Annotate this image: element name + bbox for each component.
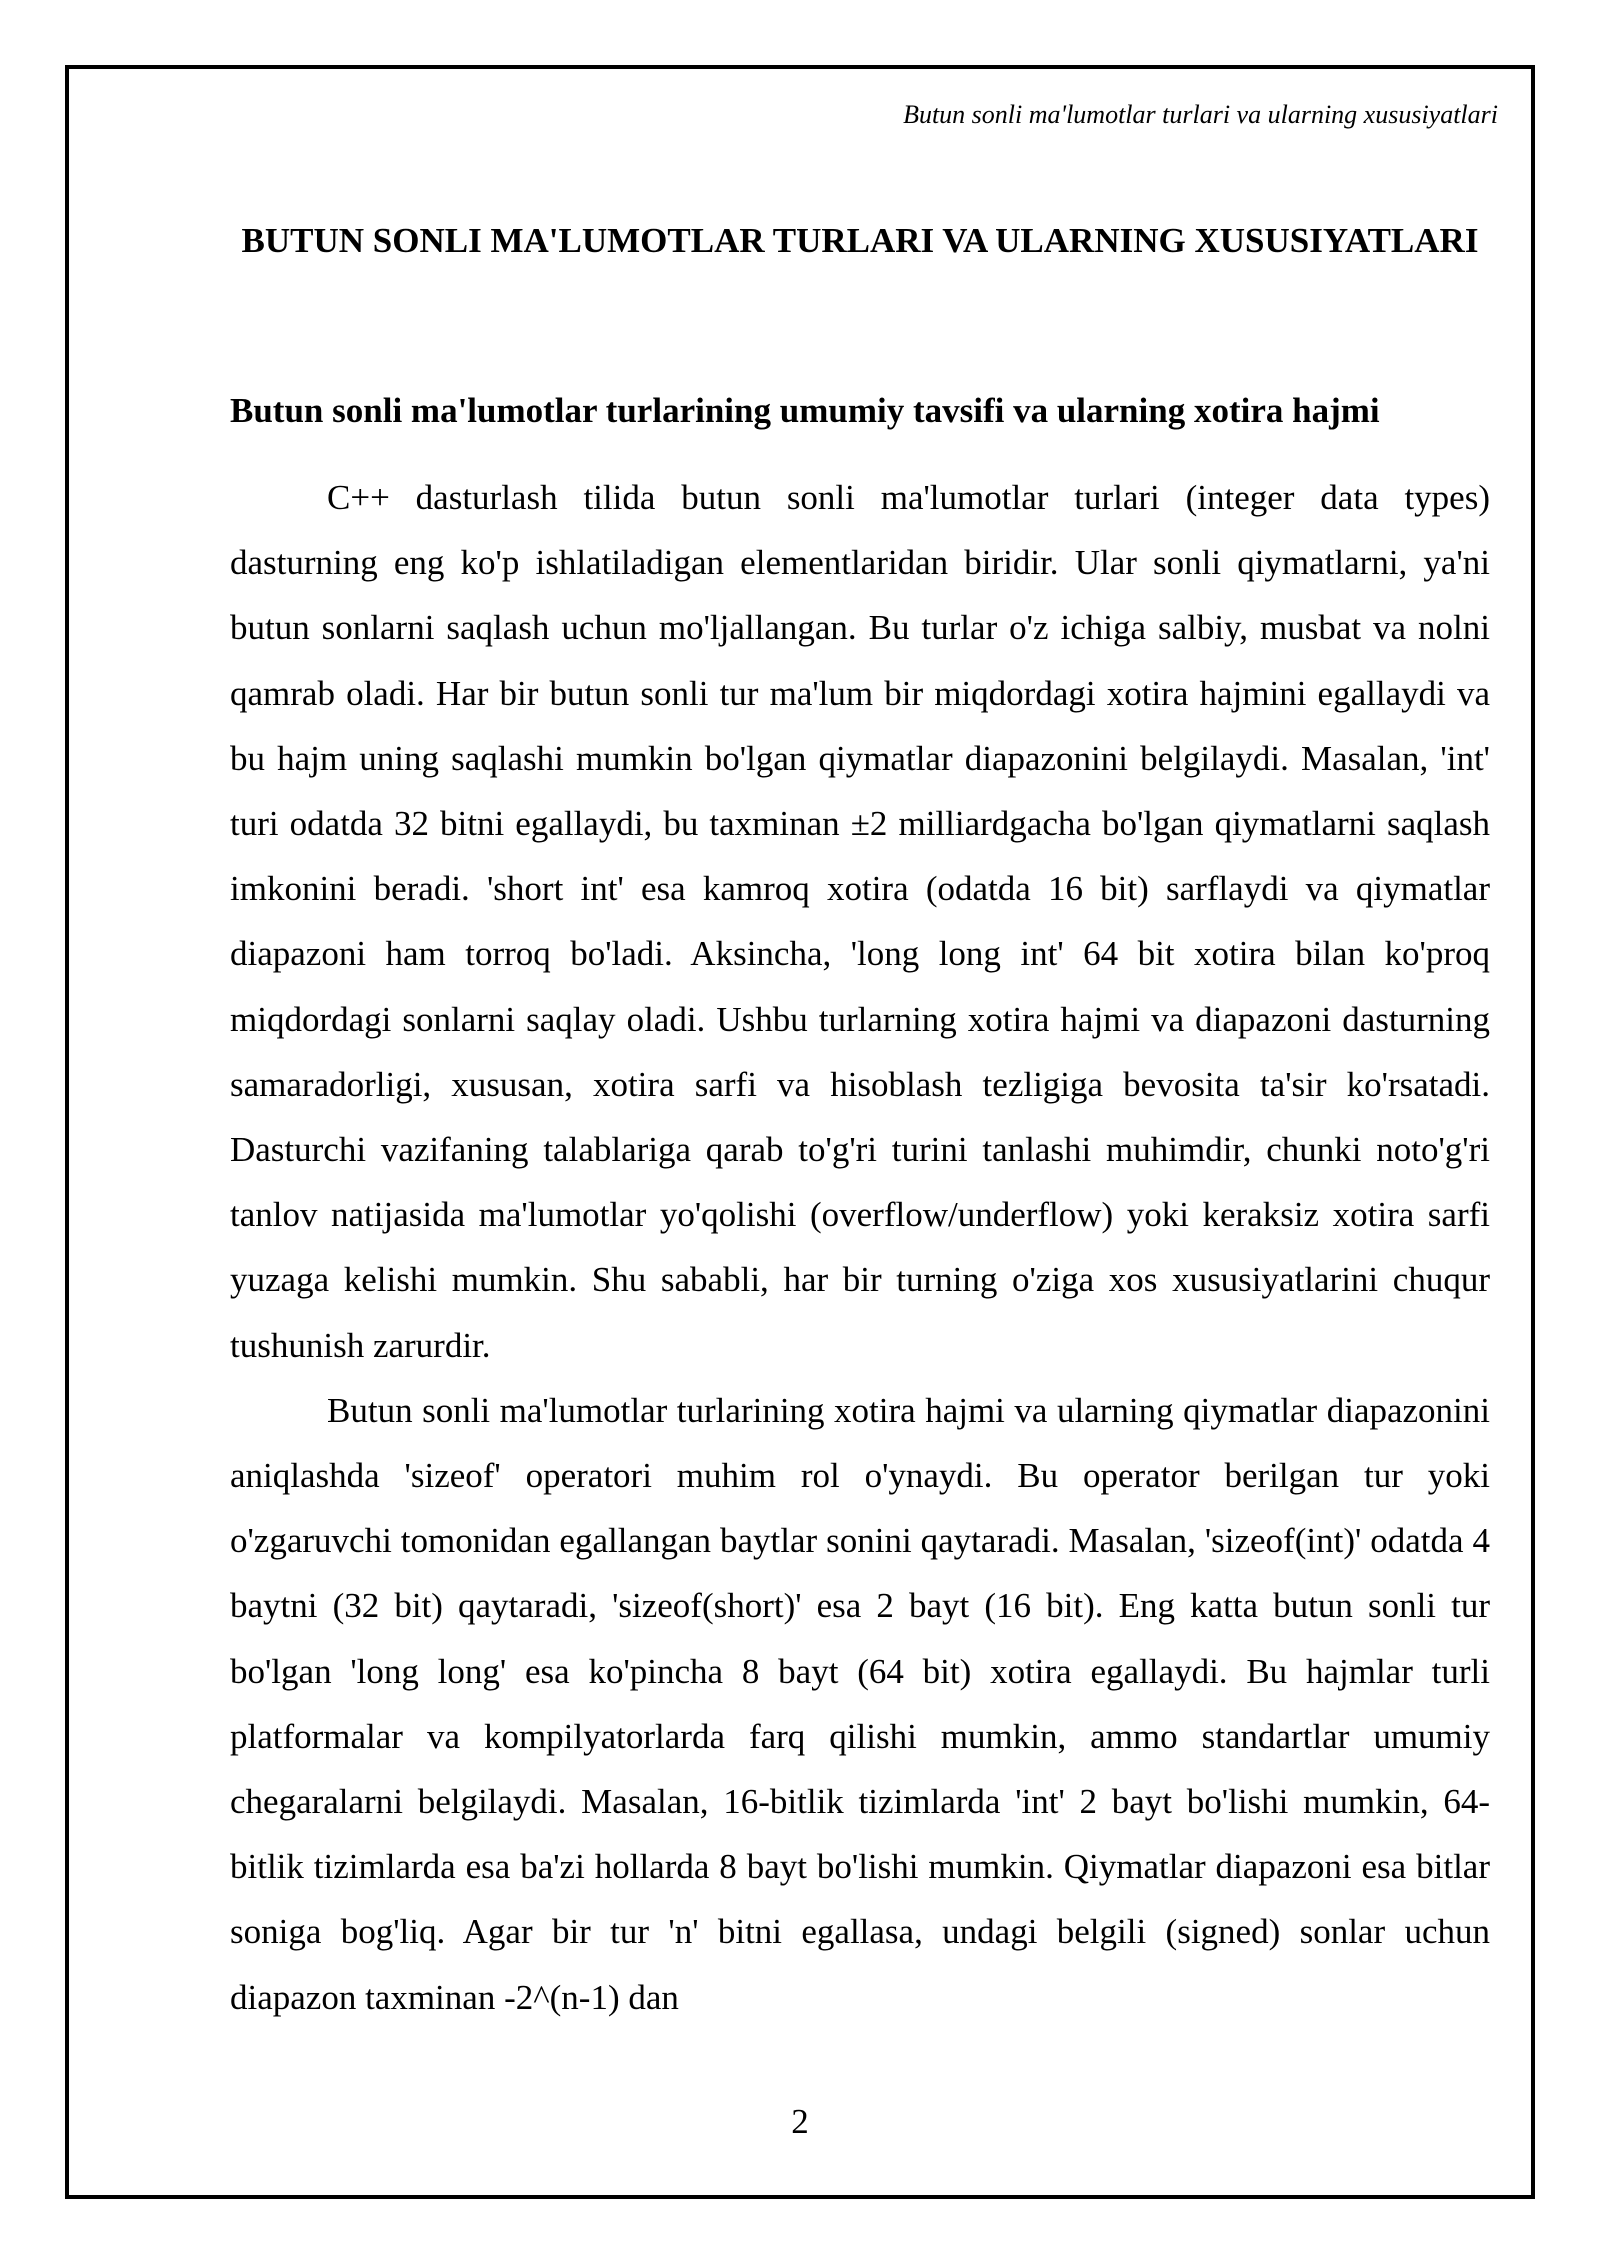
running-header: Butun sonli ma'lumotlar turlari va ularning xususiyatlari: [903, 100, 1498, 129]
section-heading: Butun sonli ma'lumotlar turlarining umumiy tavsifi va ularning xotira hajmi: [230, 391, 1380, 430]
page-number: 2: [791, 2102, 809, 2141]
body-text: [230, 465, 1490, 2030]
document-title: BUTUN SONLI MA'LUMOTLAR TURLARI VA ULARNING XUSUSIYATLARI: [241, 221, 1479, 260]
paragraph-2: Butun sonli ma'lumotlar turlarining xotira hajmi va ularning qiymatlar diapazonini aniqlashda 'sizeof' operatori muhim rol o'ynaydi. Bu operator berilgan tur yoki o'zgaruvchi tomonidan egallangan baytlar sonini qaytaradi. Masalan, 'sizeof(int)' odatda 4 baytni (32 bit) qaytaradi, 'sizeof(short)' esa 2 bayt (16 bit). Eng katta butun sonli tur bo'lgan 'long long' esa ko'pincha 8 bayt (64 bit) xotira egallaydi. Bu hajmlar turli platformalar va kompilyatorlarda farq qilishi mumkin, ammo standartlar umumiy chegaralarni belgilaydi. Masalan, 16-bitlik tizimlarda 'int' 2 bayt bo'lishi mumkin, 64-bitlik tizimlarda esa ba'zi hollarda 8 bayt bo'lishi mumkin. Qiymatlar diapazoni esa bitlar soniga bog'liq. Agar bir tur 'n' bitni egallasa, undagi belgili (signed) sonlar uchun diapazon taxminan -2^(n-1) dan: [230, 1390, 1490, 2017]
paragraph-1: C++ dasturlash tilida butun sonli ma'lumotlar turlari (integer data types) dasturning eng ko'p ishlatiladigan elementlaridan biridir. Ular sonli qiymatlarni, ya'ni butun sonlarni saqlash uchun mo'ljallangan. Bu turlar o'z ichiga salbiy, musbat va nolni qamrab oladi. Har bir butun sonli tur ma'lum bir miqdordagi xotira hajmini egallaydi va bu hajm uning saqlashi mumkin bo'lgan qiymatlar diapazonini belgilaydi. Masalan, 'int' turi odatda 32 bitni egallaydi, bu taxminan ±2 milliardgacha bo'lgan qiymatlarni saqlash imkonini beradi. 'short int' esa kamroq xotira (odatda 16 bit) sarflaydi va qiymatlar diapazoni ham torroq bo'ladi. Aksincha, 'long long int' 64 bit xotira bilan ko'proq miqdordagi sonlarni saqlay oladi. Ushbu turlarning xotira hajmi va diapazoni dasturning samaradorligi, xususan, xotira sarfi va hisoblash tezligiga bevosita ta'sir ko'rsatadi. Dasturchi vazifaning talablariga qarab to'g'ri turini tanlashi muhimdir, chunki noto'g'ri tanlov natijasida ma'lumotlar yo'qolishi (overflow/underflow) yoki keraksiz xotira sarfi yuzaga kelishi mumkin. Shu sababli, har bir turning o'ziga xos xususiyatlarini chuqur tushunish zarurdir.: [230, 478, 1490, 1365]
